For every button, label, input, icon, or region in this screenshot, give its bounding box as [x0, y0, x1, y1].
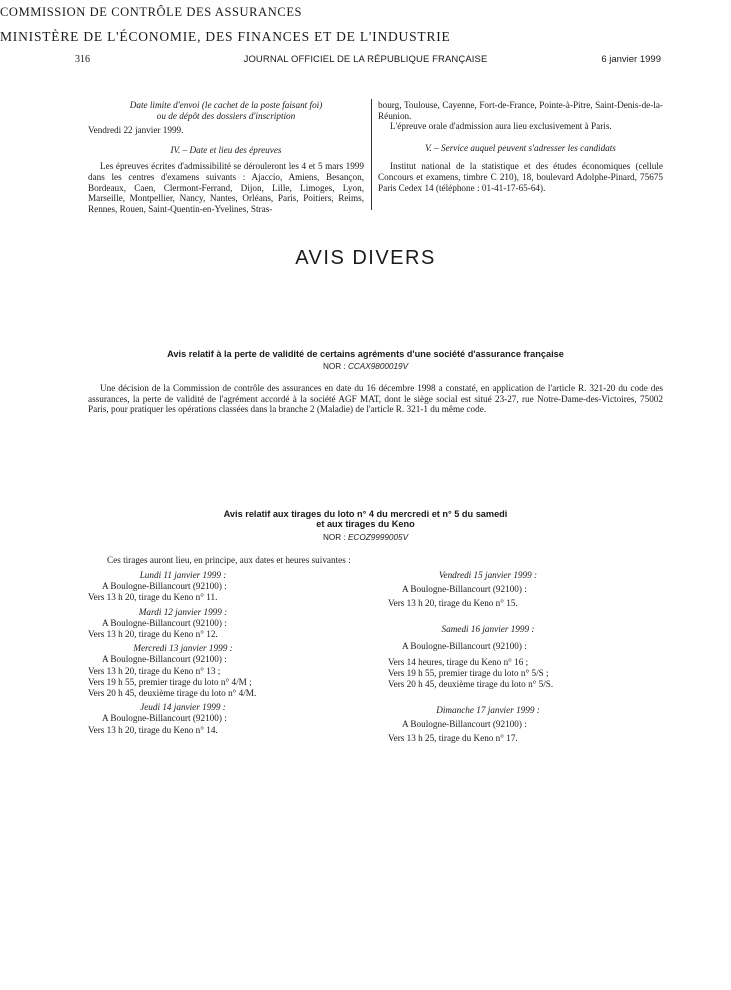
schedule-line: Vers 14 heures, tirage du Keno n° 16 ; — [388, 657, 529, 668]
schedule-line: Vers 13 h 20, tirage du Keno n° 15. — [388, 598, 518, 609]
schedule-line: Vers 13 h 20, tirage du Keno n° 14. — [88, 724, 218, 735]
avis-divers-heading: AVIS DIVERS — [295, 247, 436, 269]
authority-label: MINISTÈRE DE L'ÉCONOMIE, DES FINANCES ET DE L'INDUSTRIE — [0, 29, 451, 44]
page-number: 316 — [75, 54, 90, 65]
column-divider — [371, 99, 372, 210]
schedule-day: Mercredi 13 janvier 1999 : — [133, 643, 233, 654]
oral-exam-paragraph: L'épreuve orale d'admission aura lieu exclusivement à Paris. — [390, 121, 612, 132]
schedule-line: Vers 20 h 45, deuxième tirage du loto n° 5/S. — [388, 679, 554, 690]
nor-reference — [0, 533, 731, 542]
schedule-line: Vers 13 h 25, tirage du Keno n° 17. — [388, 733, 518, 744]
schedule-location: A Boulogne-Billancourt (92100) : — [102, 654, 227, 665]
schedule-location: A Boulogne-Billancourt (92100) : — [102, 581, 227, 592]
authority-box-ministere — [0, 24, 486, 50]
nor-reference — [0, 362, 731, 371]
schedule-line: Vers 13 h 20, tirage du Keno n° 11. — [88, 592, 218, 603]
section-iv-heading: IV. – Date et lieu des épreuves — [170, 144, 282, 155]
avis-title-loto-line1: Avis relatif aux tirages du loto n° 4 du mercredi et n° 5 du samedi — [223, 509, 508, 519]
authority-label: COMMISSION DE CONTRÔLE DES ASSURANCES — [0, 5, 303, 19]
schedule-day: Vendredi 15 janvier 1999 : — [438, 570, 538, 580]
schedule-day: Dimanche 17 janvier 1999 : — [436, 704, 540, 715]
nor-code: ECOZ9999005V — [347, 533, 409, 542]
nor-code: CCAX9800019V — [347, 362, 409, 371]
schedule-location: A Boulogne-Billancourt (92100) : — [102, 617, 227, 628]
schedule-location: A Boulogne-Billancourt (92100) : — [102, 713, 227, 724]
schedule-day: Lundi 11 janvier 1999 : — [139, 570, 227, 580]
schedule-location: A Boulogne-Billancourt (92100) : — [402, 718, 527, 729]
deadline-value: Vendredi 22 janvier 1999. — [88, 125, 184, 136]
schedule-day: Samedi 16 janvier 1999 : — [441, 623, 535, 634]
schedule-right-column — [388, 570, 588, 744]
section-v-heading: V. – Service auquel peuvent s'adresser les candidats — [425, 142, 616, 153]
nor-label: NOR : — [322, 533, 346, 542]
issue-date: 6 janvier 1999 — [601, 54, 661, 65]
schedule-line: Vers 19 h 55, premier tirage du loto n° 5/S ; — [388, 668, 549, 679]
avis-title-loto-line2: et aux tirages du Keno — [316, 519, 415, 529]
schedule-line: Vers 20 h 45, deuxième tirage du loto n° 4/M. — [88, 688, 257, 699]
contact-paragraph: Institut national de la statistique et des études économiques (cellule Concours et examens, timbre C 210), 18, boulevard Adolphe-Pinard, 75675 Paris Cedex 14 (téléphone : 01-41-17-65-64). — [378, 161, 663, 193]
top-left-column — [88, 100, 364, 214]
authority-box-assurances — [0, 0, 365, 24]
top-right-column — [378, 100, 663, 193]
schedule-location: A Boulogne-Billancourt (92100) : — [402, 584, 527, 595]
schedule-line: Vers 13 h 20, tirage du Keno n° 13 ; — [88, 665, 221, 676]
schedule-day: Mardi 12 janvier 1999 : — [138, 606, 228, 617]
deadline-heading-line2: ou de dépôt des dossiers d'inscription — [156, 110, 296, 121]
assurance-decision-body — [88, 383, 663, 415]
schedule-line: Vers 13 h 20, tirage du Keno n° 12. — [88, 629, 218, 640]
schedule-location: A Boulogne-Billancourt (92100) : — [402, 640, 527, 651]
schedule-intro: Ces tirages auront lieu, en principe, aux dates et heures suivantes : — [107, 555, 351, 565]
schedule-left-column — [88, 570, 278, 736]
schedule-day: Jeudi 14 janvier 1999 : — [140, 702, 226, 713]
cities-continued: bourg, Toulouse, Cayenne, Fort-de-France, Pointe-à-Pitre, Saint-Denis-de-la-Réunion. — [378, 100, 663, 121]
deadline-heading-line1: Date limite d'envoi (le cachet de la poste faisant foi) — [129, 100, 323, 110]
schedule-line: Vers 19 h 55, premier tirage du loto n° 4/M ; — [88, 676, 252, 687]
decision-paragraph: Une décision de la Commission de contrôle des assurances en date du 16 décembre 1998 a constaté, en application de l'article R. 321-20 du code des assurances, la perte de validité de l'agrément accordé à la société AGF MAT, dont le siège social est situé 23-27, rue Notre-Dame-des-Victoires, 75002 Paris, pour pratiquer les opérations classées dans la branche 2 (Maladie) de l'article R. 321-1 du même code. — [88, 383, 663, 415]
journal-title: JOURNAL OFFICIEL DE LA RÉPUBLIQUE FRANÇAISE — [243, 54, 488, 65]
nor-label: NOR : — [322, 362, 346, 371]
avis-title-assurance: Avis relatif à la perte de validité de certains agréments d'une société d'assurance française — [167, 349, 564, 359]
written-exams-paragraph: Les épreuves écrites d'admissibilité se dérouleront les 4 et 5 mars 1999 dans les centres d'examens suivants : Ajaccio, Amiens, Besançon, Bordeaux, Caen, Clermont-Ferrand, Dijon, Lille, Limoges, Lyon, Marseille, Montpellier, Nancy, Nantes, Orléans, Paris, Poitiers, Reims, Rennes, Rouen, Saint-Quentin-en-Yvelines, Stras- — [88, 161, 364, 214]
